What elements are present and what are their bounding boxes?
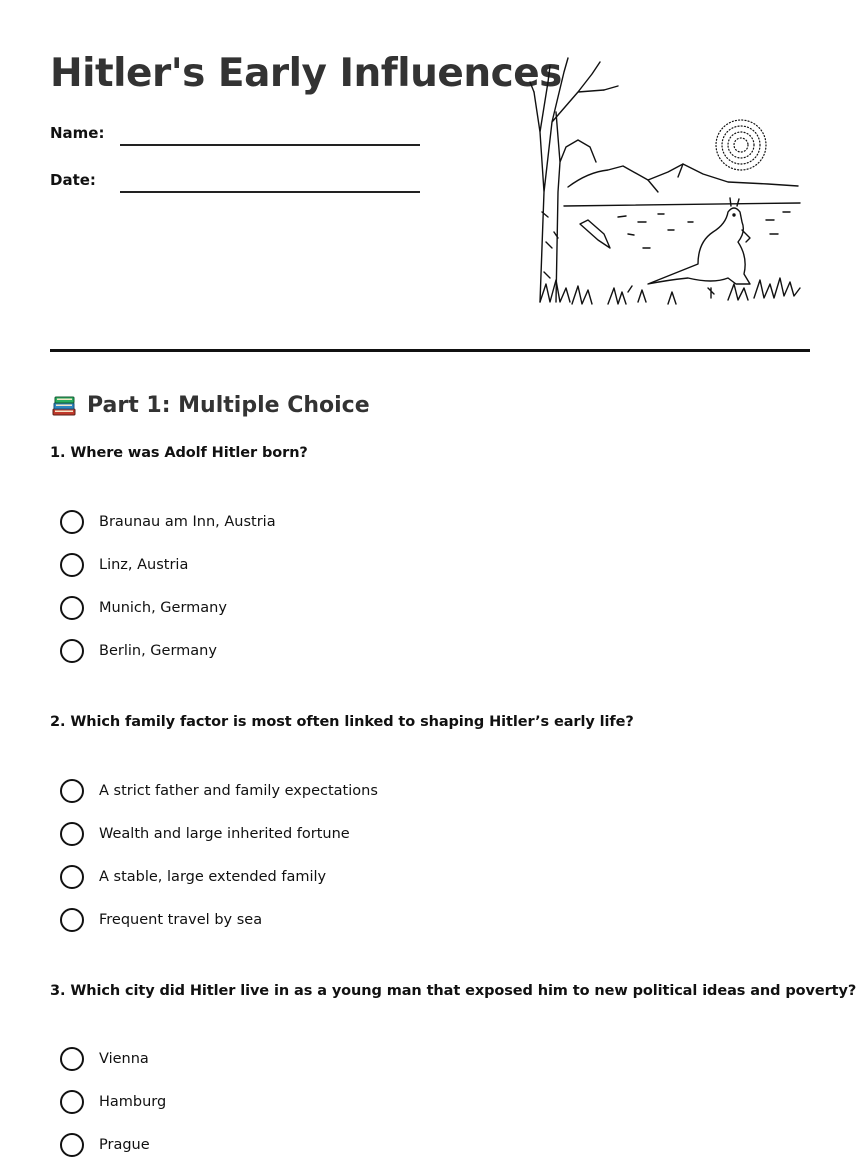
question-1-option-1[interactable] [60, 509, 276, 535]
section-header [50, 388, 370, 422]
option-label: Hamburg [99, 1094, 167, 1110]
name-line[interactable] [120, 144, 420, 146]
radio-button[interactable] [60, 553, 84, 577]
radio-button[interactable] [60, 510, 84, 534]
option-label: Wealth and large inherited fortune [99, 826, 350, 842]
option-label: Berlin, Germany [99, 643, 217, 659]
question-1-option-3[interactable] [60, 595, 227, 621]
question-2-option-4[interactable] [60, 907, 262, 933]
sun-icon [716, 120, 766, 170]
question-2-option-1[interactable] [60, 778, 378, 804]
option-label: Vienna [99, 1051, 149, 1067]
option-label: Munich, Germany [99, 600, 227, 616]
radio-button[interactable] [60, 596, 84, 620]
question-3-text: 3. Which city did Hitler live in as a young man that exposed him to new political ideas and poverty? [50, 983, 857, 999]
books-icon [50, 391, 78, 419]
option-label: Braunau am Inn, Austria [99, 514, 276, 530]
section-title: Part 1: Multiple Choice [87, 392, 370, 418]
radio-button[interactable] [60, 639, 84, 663]
name-field[interactable] [50, 118, 430, 158]
question-2-text: 2. Which family factor is most often linked to shaping Hitler’s early life? [50, 714, 634, 730]
radio-button[interactable] [60, 908, 84, 932]
question-1-option-2[interactable] [60, 552, 188, 578]
question-1-option-4[interactable] [60, 638, 217, 664]
option-label: Frequent travel by sea [99, 912, 263, 928]
question-3-option-2[interactable] [60, 1089, 166, 1115]
radio-button[interactable] [60, 1047, 84, 1071]
radio-button[interactable] [60, 779, 84, 803]
worksheet-title: Hitler's Early Influences [50, 51, 562, 96]
radio-button[interactable] [60, 1090, 84, 1114]
option-label: Linz, Austria [99, 557, 189, 573]
option-label: Prague [99, 1137, 150, 1153]
radio-button[interactable] [60, 865, 84, 889]
question-2-option-2[interactable] [60, 821, 350, 847]
date-line[interactable] [120, 191, 420, 193]
date-field[interactable] [50, 165, 430, 205]
date-label: Date: [50, 171, 96, 189]
question-1-text: 1. Where was Adolf Hitler born? [50, 445, 308, 461]
question-2-option-3[interactable] [60, 864, 326, 890]
radio-button[interactable] [60, 1133, 84, 1157]
name-label: Name: [50, 124, 105, 142]
kangaroo-landscape-illustration [528, 52, 808, 312]
header-divider [50, 349, 810, 352]
option-label: A stable, large extended family [99, 869, 327, 885]
radio-button[interactable] [60, 822, 84, 846]
question-3-option-3[interactable] [60, 1132, 150, 1158]
option-label: A strict father and family expectations [99, 783, 378, 799]
question-3-option-1[interactable] [60, 1046, 149, 1072]
